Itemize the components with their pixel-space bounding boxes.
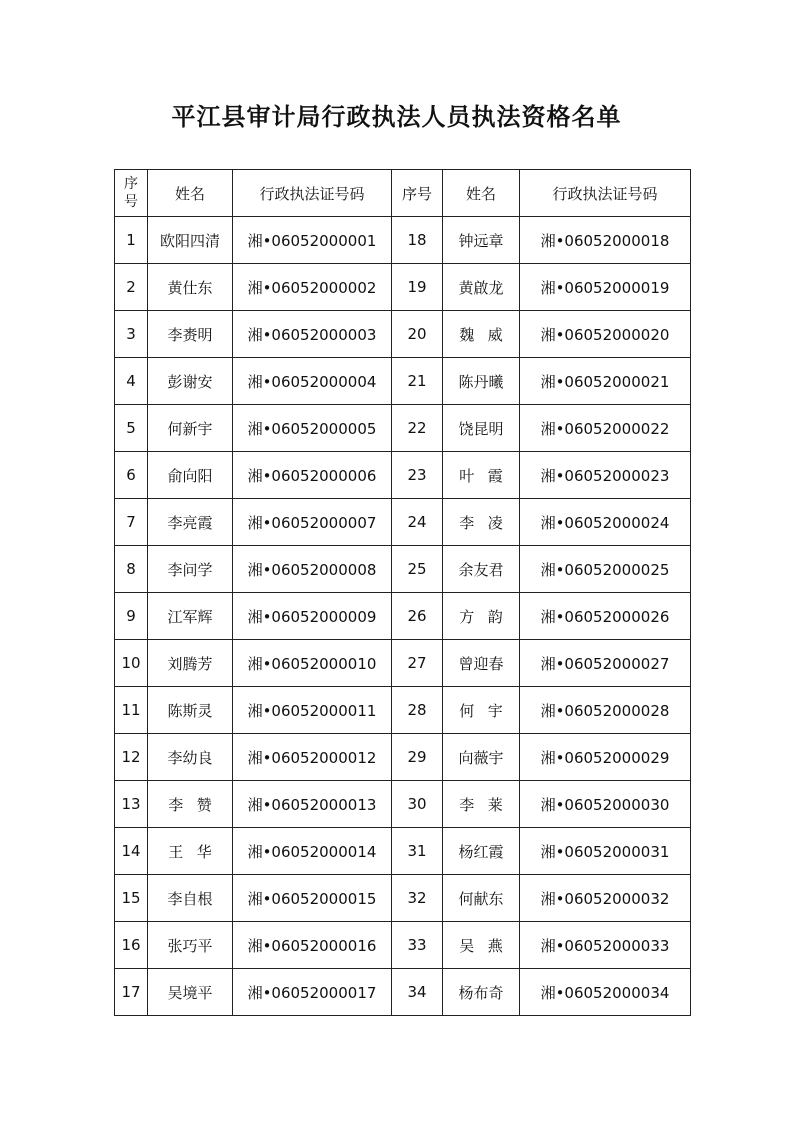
- name-cell: 李赉明: [148, 311, 233, 358]
- cert-cell: 湘•06052000013: [233, 781, 392, 828]
- seq-cell: 10: [115, 640, 148, 687]
- name-cell: 李亮霞: [148, 499, 233, 546]
- cert-cell: 湘•06052000031: [520, 828, 691, 875]
- cert-cell: 湘•06052000002: [233, 264, 392, 311]
- name-cell: 吴境平: [148, 969, 233, 1016]
- cert-cell: 湘•06052000030: [520, 781, 691, 828]
- table-row: [115, 875, 691, 922]
- seq-cell: 8: [115, 546, 148, 593]
- seq-cell: 25: [392, 546, 443, 593]
- cert-cell: 湘•06052000014: [233, 828, 392, 875]
- table-row: [115, 687, 691, 734]
- table-row: [115, 828, 691, 875]
- seq-cell: 31: [392, 828, 443, 875]
- table-header-row: [115, 170, 691, 217]
- name-cell: 李凌: [443, 499, 520, 546]
- cert-cell: 湘•06052000023: [520, 452, 691, 499]
- name-cell: 李问学: [148, 546, 233, 593]
- cert-cell: 湘•06052000005: [233, 405, 392, 452]
- name-cell: 曾迎春: [443, 640, 520, 687]
- name-cell: 李幼良: [148, 734, 233, 781]
- name-cell: 向薇宇: [443, 734, 520, 781]
- seq-cell: 7: [115, 499, 148, 546]
- name-cell: 彭谢安: [148, 358, 233, 405]
- cert-cell: 湘•06052000033: [520, 922, 691, 969]
- cert-cell: 湘•06052000006: [233, 452, 392, 499]
- name-cell: 杨红霞: [443, 828, 520, 875]
- header-seq: [115, 170, 148, 217]
- name-cell: 黄仕东: [148, 264, 233, 311]
- cert-cell: 湘•06052000016: [233, 922, 392, 969]
- cert-cell: 湘•06052000027: [520, 640, 691, 687]
- header-seq-line1: 序: [124, 176, 138, 192]
- seq-cell: 24: [392, 499, 443, 546]
- seq-cell: 2: [115, 264, 148, 311]
- name-cell: 欧阳四清: [148, 217, 233, 264]
- name-cell: 叶霞: [443, 452, 520, 499]
- name-cell: 陈斯灵: [148, 687, 233, 734]
- seq-cell: 16: [115, 922, 148, 969]
- personnel-table: [114, 169, 691, 1016]
- seq-cell: 13: [115, 781, 148, 828]
- cert-cell: 湘•06052000009: [233, 593, 392, 640]
- table-row: [115, 217, 691, 264]
- cert-cell: 湘•06052000034: [520, 969, 691, 1016]
- header-seq-line2: 号: [124, 194, 138, 210]
- name-cell: 陈丹曦: [443, 358, 520, 405]
- cert-cell: 湘•06052000022: [520, 405, 691, 452]
- seq-cell: 26: [392, 593, 443, 640]
- cert-cell: 湘•06052000011: [233, 687, 392, 734]
- cert-cell: 湘•06052000018: [520, 217, 691, 264]
- cert-cell: 湘•06052000019: [520, 264, 691, 311]
- seq-cell: 14: [115, 828, 148, 875]
- table-row: [115, 593, 691, 640]
- name-cell: 李赞: [148, 781, 233, 828]
- name-cell: 张巧平: [148, 922, 233, 969]
- header-seq-right: 序号: [392, 170, 443, 217]
- seq-cell: 11: [115, 687, 148, 734]
- cert-cell: 湘•06052000032: [520, 875, 691, 922]
- table-row: [115, 452, 691, 499]
- seq-cell: 17: [115, 969, 148, 1016]
- name-cell: 吴燕: [443, 922, 520, 969]
- name-cell: 李莱: [443, 781, 520, 828]
- cert-cell: 湘•06052000008: [233, 546, 392, 593]
- name-cell: 何宇: [443, 687, 520, 734]
- table-row: [115, 546, 691, 593]
- cert-cell: 湘•06052000025: [520, 546, 691, 593]
- table-row: [115, 734, 691, 781]
- table-row: [115, 405, 691, 452]
- page-title: 平江县审计局行政执法人员执法资格名单: [171, 103, 622, 131]
- seq-cell: 19: [392, 264, 443, 311]
- seq-cell: 22: [392, 405, 443, 452]
- header-cert-right: 行政执法证号码: [520, 170, 691, 217]
- name-cell: 王华: [148, 828, 233, 875]
- seq-cell: 29: [392, 734, 443, 781]
- cert-cell: 湘•06052000012: [233, 734, 392, 781]
- name-cell: 饶昆明: [443, 405, 520, 452]
- name-cell: 余友君: [443, 546, 520, 593]
- table-row: [115, 311, 691, 358]
- table-row: [115, 640, 691, 687]
- cert-cell: 湘•06052000001: [233, 217, 392, 264]
- cert-cell: 湘•06052000003: [233, 311, 392, 358]
- seq-cell: 6: [115, 452, 148, 499]
- cert-cell: 湘•06052000026: [520, 593, 691, 640]
- name-cell: 黄啟龙: [443, 264, 520, 311]
- name-cell: 何新宇: [148, 405, 233, 452]
- header-name: 姓名: [148, 170, 233, 217]
- cert-cell: 湘•06052000028: [520, 687, 691, 734]
- name-cell: 江军辉: [148, 593, 233, 640]
- seq-cell: 9: [115, 593, 148, 640]
- table-row: [115, 499, 691, 546]
- table-row: [115, 358, 691, 405]
- header-name-right: 姓名: [443, 170, 520, 217]
- seq-cell: 27: [392, 640, 443, 687]
- table-row: [115, 969, 691, 1016]
- cert-cell: 湘•06052000024: [520, 499, 691, 546]
- seq-cell: 3: [115, 311, 148, 358]
- seq-cell: 4: [115, 358, 148, 405]
- seq-cell: 28: [392, 687, 443, 734]
- cert-cell: 湘•06052000010: [233, 640, 392, 687]
- seq-cell: 21: [392, 358, 443, 405]
- cert-cell: 湘•06052000017: [233, 969, 392, 1016]
- seq-cell: 33: [392, 922, 443, 969]
- seq-cell: 32: [392, 875, 443, 922]
- cert-cell: 湘•06052000029: [520, 734, 691, 781]
- name-cell: 钟远章: [443, 217, 520, 264]
- table-row: [115, 922, 691, 969]
- name-cell: 李自根: [148, 875, 233, 922]
- table-row: [115, 264, 691, 311]
- name-cell: 魏威: [443, 311, 520, 358]
- seq-cell: 18: [392, 217, 443, 264]
- name-cell: 俞向阳: [148, 452, 233, 499]
- seq-cell: 1: [115, 217, 148, 264]
- header-cert: 行政执法证号码: [233, 170, 392, 217]
- seq-cell: 23: [392, 452, 443, 499]
- seq-cell: 12: [115, 734, 148, 781]
- name-cell: 杨布奇: [443, 969, 520, 1016]
- cert-cell: 湘•06052000021: [520, 358, 691, 405]
- cert-cell: 湘•06052000015: [233, 875, 392, 922]
- seq-cell: 15: [115, 875, 148, 922]
- table-row: [115, 781, 691, 828]
- seq-cell: 30: [392, 781, 443, 828]
- cert-cell: 湘•06052000007: [233, 499, 392, 546]
- name-cell: 刘腾芳: [148, 640, 233, 687]
- name-cell: 方韵: [443, 593, 520, 640]
- cert-cell: 湘•06052000004: [233, 358, 392, 405]
- seq-cell: 34: [392, 969, 443, 1016]
- cert-cell: 湘•06052000020: [520, 311, 691, 358]
- seq-cell: 20: [392, 311, 443, 358]
- name-cell: 何献东: [443, 875, 520, 922]
- seq-cell: 5: [115, 405, 148, 452]
